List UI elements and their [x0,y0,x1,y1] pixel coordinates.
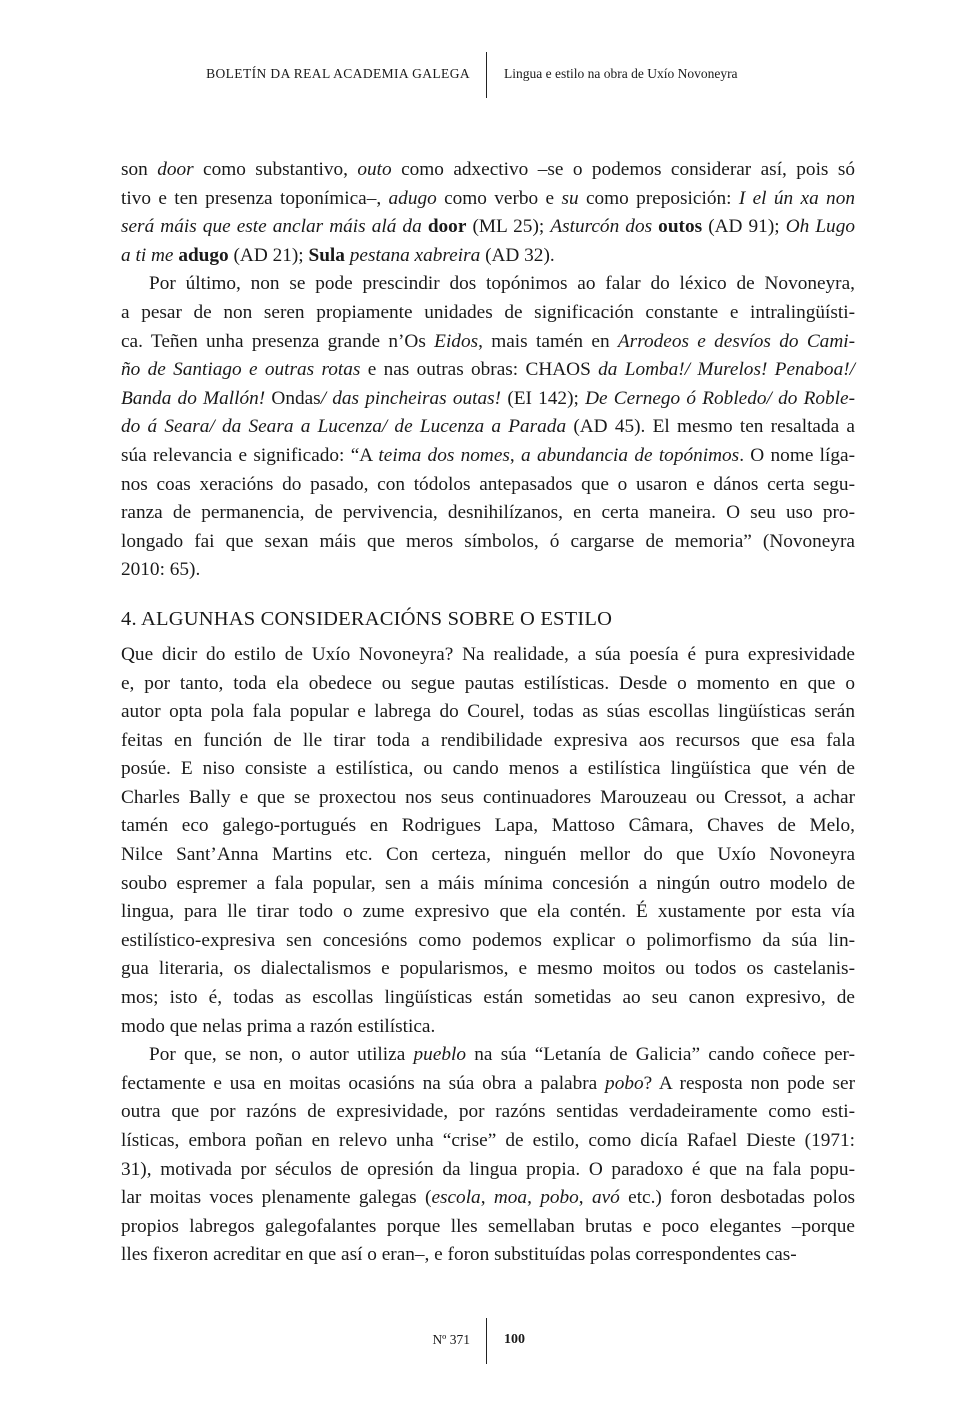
text-run: , [578,1187,592,1209]
italic-text: Oh Lugo [785,216,855,238]
paragraphs-before-section [121,156,855,585]
header-divider [486,52,487,98]
running-footer [0,1318,975,1364]
text-line [121,299,855,328]
italic-text: do á Seara/ da Seara a Lucenza/ de Lucenza a Parada [121,416,567,438]
italic-text: a abundancia de topónimos [521,444,740,466]
text-run: ? A resposta non pode ser [643,1072,856,1094]
text-run: lingua, para lle tirar todo o zume expresivo que ela contén. É xustamente por esta vía [121,901,855,923]
text-line [121,270,855,299]
text-run: nos coas xeracións do pasado, con tódolos antepasados que o usaron e dános certa segu- [121,473,855,495]
running-header [0,52,975,98]
text-run: e, por tanto, toda ela obedece ou segue pautas estilísticas. Desde o momento en que o [121,672,855,694]
text-run: lísticas, embora poñan en relevo unha “crise” de estilo, como dicía Rafael Dieste (1971: [121,1130,855,1151]
italic-text: da Lomba!/ Murelos! Penaboa!/ [598,359,855,381]
text-line [121,984,855,1013]
text-run: (AD 32). [480,244,555,266]
italic-text: pestana xabreira [344,244,481,266]
text-run: feitas en función de lle tirar toda a rendibilidade expresiva aos recursos que esa fala [121,729,855,751]
text-line [121,1127,855,1156]
text-run: autor opta pola fala popular e labrega do Courel, todas as súas escollas lingüísticas serán [121,701,855,723]
italic-text: outo [357,159,392,180]
text-line [121,784,855,813]
text-line [121,1013,855,1042]
text-run: como substantivo, [193,159,358,180]
text-run: Ondas [265,387,321,409]
italic-text: Banda do Mallón! [121,387,266,409]
text-run: na súa “Letanía de Galicia” cando coñece per- [466,1044,855,1066]
text-run: Nilce Sant’Anna Martins etc. Con certeza, ninguén mellor do que Uxío Novoneyra [121,844,855,866]
text-run: outra que por razóns de expresividade, por razóns sentidas verdadeiramente como esti- [121,1101,855,1123]
bold-text: Sula [308,244,345,266]
text-line [121,528,855,557]
text-line [121,471,855,500]
text-line [121,641,855,670]
text-run: propios labregos galegofalantes porque lles semellaban brutas e poco elegantes –porque [121,1215,855,1237]
text-line [121,841,855,870]
text-run: posúe. E niso consiste a estilística, ou cando menos a estilística lingüística que vén de [121,758,855,780]
bold-text: door [427,216,467,238]
text-line [121,1184,855,1213]
text-run: (EI 142); [501,387,586,409]
text-line [121,1041,855,1070]
text-line [121,356,855,385]
text-run: fectamente e usa en moitas ocasións na súa obra a palabra [121,1072,606,1094]
italic-text: su [561,187,579,209]
text-run: ranza de permanencia, de pervivencia, desnihilízanos, en certa maneira. O seu uso pro- [121,502,855,524]
text-run: , [509,444,522,466]
text-line [121,898,855,927]
text-run: soubo espremer a fala popular, sen a máis mínima concesión a ningún outro modelo de [121,872,855,894]
journal-title: BOLETÍN DA REAL ACADEMIA GALEGA [206,66,470,81]
paragraph [121,270,855,585]
article-title: Lingua e estilo na obra de Uxío Novoneyra [504,66,738,81]
text-run: tamén eco galego-portugués en Rodrigues Lapa, Mattoso Câmara, Chaves de Melo, [121,815,855,837]
text-run: (AD 21); [228,244,309,266]
paragraphs-in-section [121,641,855,1270]
italic-text: Asturcón dos [550,216,659,238]
italic-text: pobo [605,1072,644,1094]
text-line [121,413,855,442]
text-run: e nas outras obras: CHAOS [360,359,599,381]
text-line [121,1098,855,1127]
text-run: lar moitas voces plenamente galegas ( [121,1187,432,1209]
text-run: estilístico-expresiva sen concesións como podemos explicar o polimorfismo da súa lin- [121,929,855,951]
text-line [121,556,855,585]
text-run: como adxectivo –se o podemos considerar así, pois só [391,159,855,180]
bold-text: outos [658,216,703,238]
text-run: a pesar de non seren propiamente unidades de significación constante e intralingüísti- [121,301,855,323]
text-line [121,698,855,727]
text-run: Por último, non se pode prescindir dos topónimos ao falar do léxico de Novoneyra, [149,273,855,295]
italic-text: ño de Santiago e outras rotas [121,359,361,381]
italic-text: Eidos [434,330,479,352]
italic-text: a ti me [121,244,179,266]
paragraph [121,1041,855,1270]
italic-text: Arrodeos e desvíos do Cami- [617,330,856,352]
italic-text: De Cernego ó Robledo/ do Roble- [585,387,855,409]
text-run: como preposición: [578,187,739,209]
article-body [121,156,855,1270]
text-line [121,755,855,784]
italic-text: será máis que este anclar máis alá da [121,216,428,238]
text-run: modo que nelas prima a razón estilística. [121,1015,436,1037]
italic-text: pueblo [413,1044,467,1066]
italic-text: escola [431,1187,481,1209]
text-line [121,870,855,899]
paragraph [121,641,855,1041]
text-run: mos; isto é, todas as escollas lingüísticas están sometidas ao seu canon expresivo, de [121,987,855,1009]
text-run: súa relevancia e significado: “A [121,444,379,466]
text-line [121,242,855,271]
text-run: (AD 45). El mesmo ten resaltada a [566,416,855,438]
text-run: 31), motivada por séculos de opresión da lingua propia. O paradoxo é que na fala popu- [121,1158,855,1180]
text-line [121,1070,855,1099]
text-run: etc.) foron desbotadas polos [619,1187,855,1209]
text-line [121,499,855,528]
text-line [121,185,855,214]
text-run: Charles Bally e que se proxectou nos seus continuadores Marouzeau ou Cressot, a achar [121,786,855,808]
italic-text: I el ún xa non [738,187,855,209]
text-line [121,727,855,756]
footer-divider [486,1318,487,1364]
text-line [121,1213,855,1242]
text-line [121,927,855,956]
text-line [121,1241,855,1270]
text-run: Que dicir do estilo de Uxío Novoneyra? Na realidade, a súa poesía é pura expresividade [121,643,855,665]
text-run: 2010: 65). [121,559,201,581]
text-run: longado fai que sexan máis que meros símbolos, ó cargarse de memoria” (Novoneyra [121,530,855,552]
text-run: , [527,1187,541,1209]
page-number: 100 [504,1332,525,1347]
text-run: son [121,159,158,180]
text-run: como verbo e [436,187,562,209]
text-run: gua literaria, os dialectalismos e popularismos, e mesmo moitos ou todos os castelanis- [121,958,855,980]
text-line [121,328,855,357]
text-line [121,385,855,414]
text-line [121,213,855,242]
section-heading: 4. ALGUNHAS CONSIDERACIÓNS SOBRE O ESTILO [121,607,613,630]
text-run: (AD 91); [702,216,786,238]
bold-text: adugo [178,244,229,266]
text-run: lles fixeron acreditar en que así o eran–, e foron substituídas polas correspondentes cas- [121,1244,797,1266]
italic-text: pobo [540,1187,579,1209]
italic-text: door [157,159,194,180]
text-run: (ML 25); [466,216,551,238]
italic-text: / das pincheiras outas! [320,387,502,409]
text-line [121,812,855,841]
text-line [121,442,855,471]
text-run: tivo e ten presenza toponímica–, [121,187,389,209]
text-run: ca. Teñen unha presenza grande n’Os [121,330,435,352]
text-run: , mais tamén en [478,330,618,352]
text-run: , [480,1187,494,1209]
text-line [121,955,855,984]
italic-text: teima dos nomes [378,444,510,466]
text-line [121,1156,855,1185]
italic-text: avó [591,1187,620,1209]
text-run: Por que, se non, o autor utiliza [149,1044,414,1066]
paragraph [121,156,855,270]
italic-text: moa [493,1187,528,1209]
text-line [121,156,855,185]
text-line [121,670,855,699]
italic-text: adugo [388,187,437,209]
issue-number: Nº 371 [432,1332,470,1347]
text-run: . O nome líga- [739,444,856,466]
